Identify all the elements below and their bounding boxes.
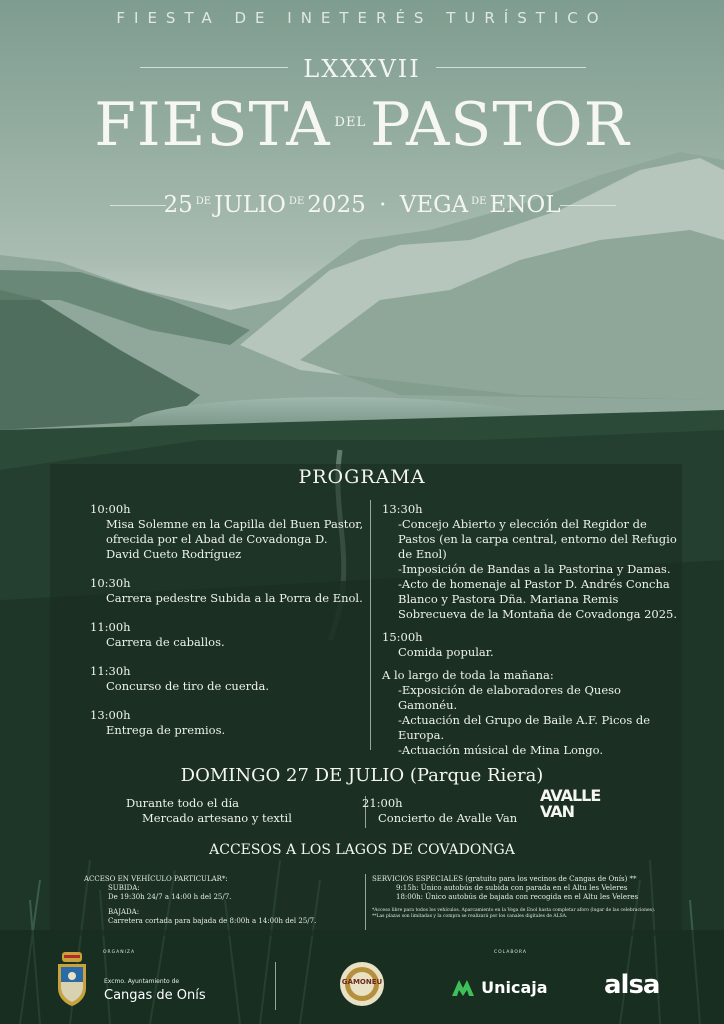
access-notes <box>372 908 672 920</box>
ayto-small-label: Excmo. Ayuntamiento de <box>104 978 180 985</box>
colabora-label: COLABORA <box>494 950 527 955</box>
program-event <box>90 664 370 694</box>
place-vega: VEGA <box>399 192 469 218</box>
event-description: Gamonéu. <box>398 698 458 712</box>
subida-label: SUBIDA: <box>108 884 140 892</box>
date-de: DE <box>288 196 305 207</box>
access-note-1: *Acceso libre para todos los vehículos. Aparcamiento en la Vega de Enol hasta completar aforo (lugar de las celebraciones). <box>372 908 656 913</box>
event-description: -Acto de homenaje al Pastor D. Andrés Concha <box>398 577 670 591</box>
title-fiesta: FIESTA <box>94 90 331 160</box>
event-description: ofrecida por el Abad de Covadonga D. <box>106 532 328 546</box>
vehicle-access <box>84 875 354 926</box>
event-description: de Enol) <box>398 547 447 561</box>
gamoneu-logo <box>336 960 388 1008</box>
event-time: 13:00h <box>90 708 131 722</box>
title-pastor: PASTOR <box>370 90 630 160</box>
services-title: SERVICIOS ESPECIALES (gratuito para los vecinos de Cangas de Onís) ** <box>372 875 637 883</box>
gamoneu-label: GAMONEU <box>341 978 383 986</box>
event-time: 11:30h <box>90 664 131 678</box>
event-description: -Actuación músical de Mina Longo. <box>398 743 604 757</box>
footer-divider <box>275 962 276 1010</box>
bajada-label: BAJADA: <box>108 908 140 916</box>
date-separator: · <box>379 192 387 218</box>
access-divider <box>365 874 366 930</box>
service-up: 9:15h: Único autobús de subida con parada en el Altu les Veleres <box>396 884 628 892</box>
event-description: David Cueto Rodríguez <box>106 547 242 561</box>
unicaja-logo <box>450 976 548 998</box>
edition-number: LXXXVII <box>303 55 421 83</box>
alsa-logo: alsa <box>604 970 660 1000</box>
bajada-text: Carretera cortada para bajada de 8:00h a 14:00h del 25/7. <box>108 917 317 925</box>
program-right-column <box>382 502 682 766</box>
tagline: FIESTA DE INETERÉS TURÍSTICO <box>116 9 608 27</box>
date-day: 25 <box>163 192 193 218</box>
unicaja-icon <box>450 976 476 998</box>
event-time: 10:30h <box>90 576 131 590</box>
organiza-label: ORGANIZA <box>103 950 136 955</box>
program-event <box>382 630 682 660</box>
avalle-logo-top: AVALLE <box>540 786 601 805</box>
event-description: Carrera de caballos. <box>106 635 225 649</box>
event-description: Pastos (en la carpa central, entorno del Refugio <box>398 532 677 546</box>
sunday-concert <box>362 796 517 826</box>
event-time: 15:00h <box>382 630 423 644</box>
coat-of-arms-logo <box>54 952 90 1008</box>
event-time: A lo largo de toda la mañana: <box>382 668 554 682</box>
program-event <box>90 620 370 650</box>
event-date-place <box>0 192 724 218</box>
date-de: DE <box>195 196 212 207</box>
special-services <box>372 875 672 902</box>
sunday-market <box>126 796 292 826</box>
event-time: 11:00h <box>90 620 131 634</box>
access-title: ACCESOS A LOS LAGOS DE COVADONGA <box>209 842 515 858</box>
event-description: Comida popular. <box>398 645 494 659</box>
title-del: DEL <box>334 115 367 131</box>
event-description: -Exposición de elaboradores de Queso <box>398 683 621 697</box>
program-left-column <box>90 502 370 752</box>
vehicle-access-title: ACCESO EN VEHÍCULO PARTICULAR*: <box>84 875 228 883</box>
event-time: 13:30h <box>382 502 423 516</box>
sunday-concert-desc: Concierto de Avalle Van <box>378 811 518 825</box>
sunday-market-desc: Mercado artesano y textil <box>142 811 292 825</box>
sunday-title: DOMINGO 27 DE JULIO (Parque Riera) <box>180 765 544 786</box>
program-event <box>90 576 370 606</box>
event-title <box>0 92 724 162</box>
event-description: -Concejo Abierto y elección del Regidor de <box>398 517 647 531</box>
program-event <box>90 708 370 738</box>
access-note-2: **Las plazas son limitadas y la compra se realizará por los canales digitales de ALSA. <box>372 914 568 919</box>
event-description: Europa. <box>398 728 445 742</box>
subida-text: De 19:30h 24/7 a 14:00 h del 25/7. <box>108 893 232 901</box>
program-event <box>382 668 682 758</box>
event-description: Misa Solemne en la Capilla del Buen Pastor, <box>106 517 364 531</box>
event-description: -Imposición de Bandas a la Pastorina y Damas. <box>398 562 671 576</box>
date-year: 2025 <box>307 192 366 218</box>
ayto-name: Cangas de Onís <box>104 988 206 1003</box>
service-down: 18:00h: Único autobús de bajada con recogida en el Altu les Veleres <box>396 893 639 901</box>
avalle-van-logo <box>540 788 620 820</box>
date-month: JULIO <box>214 192 286 218</box>
program-title: PROGRAMA <box>298 466 426 488</box>
event-description: Entrega de premios. <box>106 723 226 737</box>
event-description: -Actuación del Grupo de Baile A.F. Picos de <box>398 713 651 727</box>
event-description: Blanco y Pastora Dña. Mariana Remis <box>398 592 619 606</box>
unicaja-label: Unicaja <box>481 977 548 997</box>
event-description: Carrera pedestre Subida a la Porra de Enol. <box>106 591 363 605</box>
place-de: DE <box>471 196 487 207</box>
avalle-logo-bottom: VAN <box>540 802 575 821</box>
column-divider <box>370 500 371 750</box>
event-description: Sobrecueva de la Montaña de Covadonga 2025. <box>398 607 678 621</box>
program-event <box>90 502 370 562</box>
event-time: 10:00h <box>90 502 131 516</box>
event-description: Concurso de tiro de cuerda. <box>106 679 269 693</box>
program-event <box>382 502 682 622</box>
place-enol: ENOL <box>489 192 561 218</box>
sunday-concert-time: 21:00h <box>362 796 403 810</box>
sunday-market-time: Durante todo el día <box>126 796 239 810</box>
